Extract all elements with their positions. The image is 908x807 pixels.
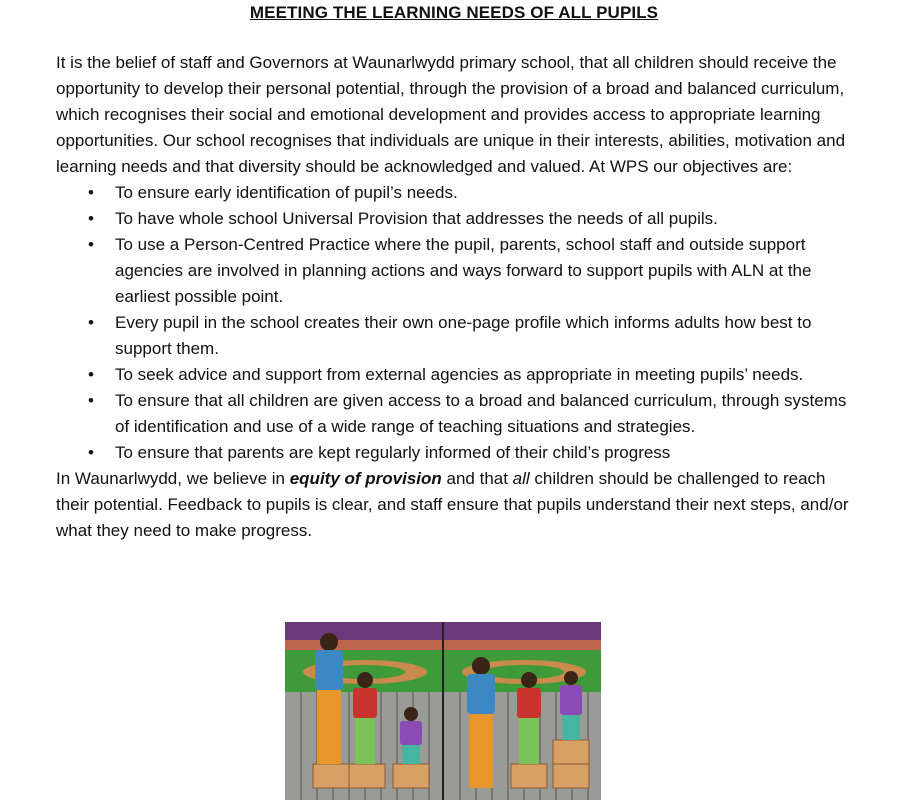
emphasis-all: all [512, 469, 530, 488]
objectives-list [56, 180, 856, 466]
equality-panel [285, 622, 442, 800]
list-item: • Every pupil in the school creates their own one-page profile which informs adults how best to support them. [56, 310, 856, 362]
page-title: MEETING THE LEARNING NEEDS OF ALL PUPILS [249, 3, 659, 22]
intro-paragraph: It is the belief of staff and Governors at Waunarlwydd primary school, that all children should receive the opportunity to develop their personal potential, through the provision of a broad and balanced curriculum, which recognises their social and emotional development and provides access to appropriate learning opportunities. Our school recognises that individuals are unique in their interests, abilities, motivation and learning needs and that diversity should be acknowledged and valued. At WPS our objectives are: [56, 53, 846, 176]
equality-equity-illustration [285, 622, 601, 800]
list-item: • To use a Person-Centred Practice where the pupil, parents, school staff and outside support agencies are involved in planning actions and ways forward to support pupils with ALN at the earliest possible point. [56, 232, 856, 310]
closing-paragraph: In Waunarlwydd, we believe in equity of provision and that all children should be challenged to reach their potential. Feedback to pupils is clear, and staff ensure that pupils understand their next steps, and/or what they need to make progress. [56, 469, 849, 540]
list-item: • To ensure that parents are kept regularly informed of their child’s progress [56, 440, 856, 466]
list-item: • To have whole school Universal Provision that addresses the needs of all pupils. [56, 206, 856, 232]
equity-panel [444, 622, 601, 800]
list-item: • To seek advice and support from external agencies as appropriate in meeting pupils’ needs. [56, 362, 856, 388]
list-item: • To ensure early identification of pupil’s needs. [56, 180, 856, 206]
document-body [56, 50, 856, 544]
illustration-svg [285, 622, 601, 800]
list-item: • To ensure that all children are given access to a broad and balanced curriculum, through systems of identification and use of a wide range of teaching situations and strategies. [56, 388, 856, 440]
emphasis-equity: equity of provision [289, 469, 442, 488]
